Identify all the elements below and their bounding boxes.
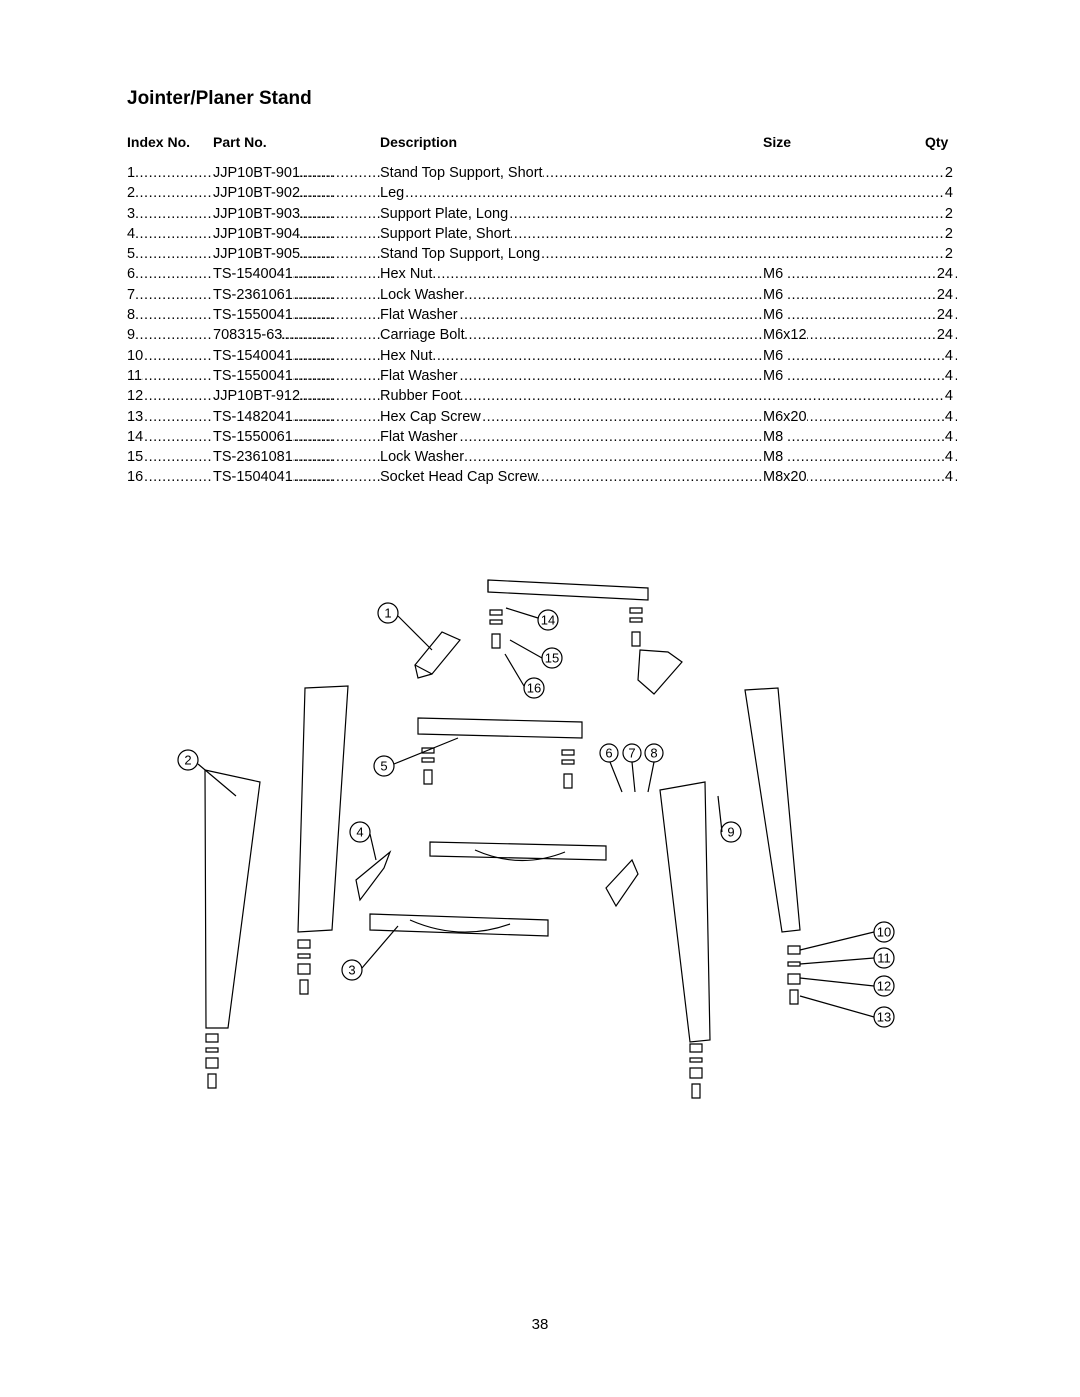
part-qty: 4 — [944, 347, 953, 364]
index-number: 5 — [127, 246, 136, 263]
index-number: 11 — [127, 367, 143, 384]
table-row — [127, 264, 953, 284]
part-number: JJP10BT-902 — [213, 185, 301, 202]
part-number: TS-2361061 — [213, 286, 293, 303]
part-size: M6 — [763, 266, 784, 283]
part-description: Support Plate, Long — [380, 205, 509, 222]
part-size: M6 — [763, 286, 784, 303]
part-number: TS-1550041 — [213, 307, 293, 324]
callout-number: 15 — [544, 650, 560, 666]
part-qty: 4 — [944, 185, 953, 202]
header-part: Part No. — [213, 134, 267, 150]
part-number: TS-1482041 — [213, 408, 293, 425]
part-size: M8 — [763, 428, 784, 445]
part-description: Lock Washer — [380, 449, 465, 466]
header-description: Description — [380, 134, 458, 150]
part-qty: 4 — [944, 388, 953, 405]
index-number: 10 — [127, 347, 144, 364]
callout-number: 7 — [628, 745, 636, 761]
part-description: Leg — [380, 185, 405, 202]
part-number: TS-1550041 — [213, 367, 293, 384]
part-description: Flat Washer — [380, 367, 458, 384]
callout-number: 1 — [384, 605, 392, 621]
callout-number: 3 — [348, 962, 356, 978]
callout-number: 6 — [605, 745, 613, 761]
callout-number: 10 — [876, 924, 892, 940]
callout-number: 8 — [650, 745, 658, 761]
part-size: M8 — [763, 449, 784, 466]
table-row — [127, 346, 953, 366]
table-row — [127, 366, 953, 386]
index-number: 14 — [127, 428, 144, 445]
index-number: 15 — [127, 449, 144, 466]
header-qty: Qty — [925, 134, 949, 150]
part-number: TS-2361081 — [213, 449, 293, 466]
part-qty: 2 — [944, 225, 953, 242]
index-number: 12 — [127, 388, 144, 405]
part-number: JJP10BT-905 — [213, 246, 301, 263]
part-number: TS-1540041 — [213, 347, 293, 364]
parts-list — [127, 163, 953, 488]
table-row — [127, 204, 953, 224]
callout-number: 2 — [184, 752, 192, 768]
part-qty: 4 — [944, 428, 953, 445]
index-number: 2 — [127, 185, 136, 202]
part-description: Hex Nut — [380, 347, 433, 364]
part-qty: 4 — [944, 408, 953, 425]
part-number: TS-1550061 — [213, 428, 293, 445]
index-number: 4 — [127, 225, 136, 242]
part-qty: 24 — [936, 286, 953, 303]
index-number: 1 — [127, 165, 136, 181]
callout-number: 12 — [876, 978, 892, 994]
part-description: Support Plate, Short — [380, 225, 511, 242]
part-qty: 2 — [944, 205, 953, 222]
part-number: 708315-63 — [213, 327, 283, 344]
table-row — [127, 447, 953, 467]
index-number: 9 — [127, 327, 136, 344]
part-description: Hex Nut — [380, 266, 433, 283]
part-description: Stand Top Support, Short — [380, 165, 543, 181]
part-qty: 4 — [944, 449, 953, 466]
table-row — [127, 244, 953, 264]
page-title: Jointer/Planer Stand — [127, 88, 312, 109]
part-description: Hex Cap Screw — [380, 408, 481, 425]
part-qty: 24 — [936, 266, 953, 283]
table-row — [127, 407, 953, 427]
part-size: M6 — [763, 347, 784, 364]
callout-number: 13 — [876, 1009, 892, 1025]
part-description: Lock Washer — [380, 286, 465, 303]
part-size: M6x12 — [763, 327, 807, 344]
header-size: Size — [763, 134, 792, 150]
index-number: 13 — [127, 408, 144, 425]
callout-number: 14 — [540, 612, 556, 628]
callout-number: 4 — [356, 824, 364, 840]
part-qty: 2 — [944, 165, 953, 181]
index-number: 3 — [127, 205, 136, 222]
index-number: 8 — [127, 307, 136, 324]
part-qty: 2 — [944, 246, 953, 263]
callout-number: 11 — [877, 950, 891, 966]
part-qty: 4 — [944, 469, 953, 486]
table-row — [127, 224, 953, 244]
index-number: 7 — [127, 286, 136, 303]
table-row — [127, 427, 953, 447]
table-row — [127, 325, 953, 345]
part-qty: 4 — [944, 367, 953, 384]
table-row — [127, 285, 953, 305]
part-qty: 24 — [936, 327, 953, 344]
index-number: 6 — [127, 266, 136, 283]
index-number: 16 — [127, 469, 144, 486]
table-row — [127, 163, 953, 183]
part-size: M6 — [763, 367, 784, 384]
part-size: M6x20 — [763, 408, 807, 425]
part-description: Socket Head Cap Screw — [380, 469, 538, 486]
part-description: Stand Top Support, Long — [380, 246, 541, 263]
table-row — [127, 183, 953, 203]
page-number: 38 — [531, 1316, 549, 1333]
part-qty: 24 — [936, 307, 953, 324]
part-size: M8x20 — [763, 469, 807, 486]
part-number: JJP10BT-904 — [213, 225, 301, 242]
exploded-view-diagram — [170, 570, 930, 1110]
part-number: JJP10BT-903 — [213, 205, 301, 222]
part-number: TS-1504041 — [213, 469, 293, 486]
part-description: Flat Washer — [380, 428, 458, 445]
callout-number: 16 — [526, 680, 542, 696]
part-description: Rubber Foot — [380, 388, 461, 405]
part-size: M6 — [763, 307, 784, 324]
table-row — [127, 467, 953, 487]
header-index: Index No. — [127, 134, 191, 150]
table-row — [127, 305, 953, 325]
part-description: Flat Washer — [380, 307, 458, 324]
part-description: Carriage Bolt — [380, 327, 465, 344]
part-number: JJP10BT-901 — [213, 165, 301, 181]
part-number: TS-1540041 — [213, 266, 293, 283]
part-number: JJP10BT-912 — [213, 388, 301, 405]
table-row — [127, 386, 953, 406]
callout-number: 9 — [727, 824, 735, 840]
callout-number: 5 — [380, 758, 388, 774]
